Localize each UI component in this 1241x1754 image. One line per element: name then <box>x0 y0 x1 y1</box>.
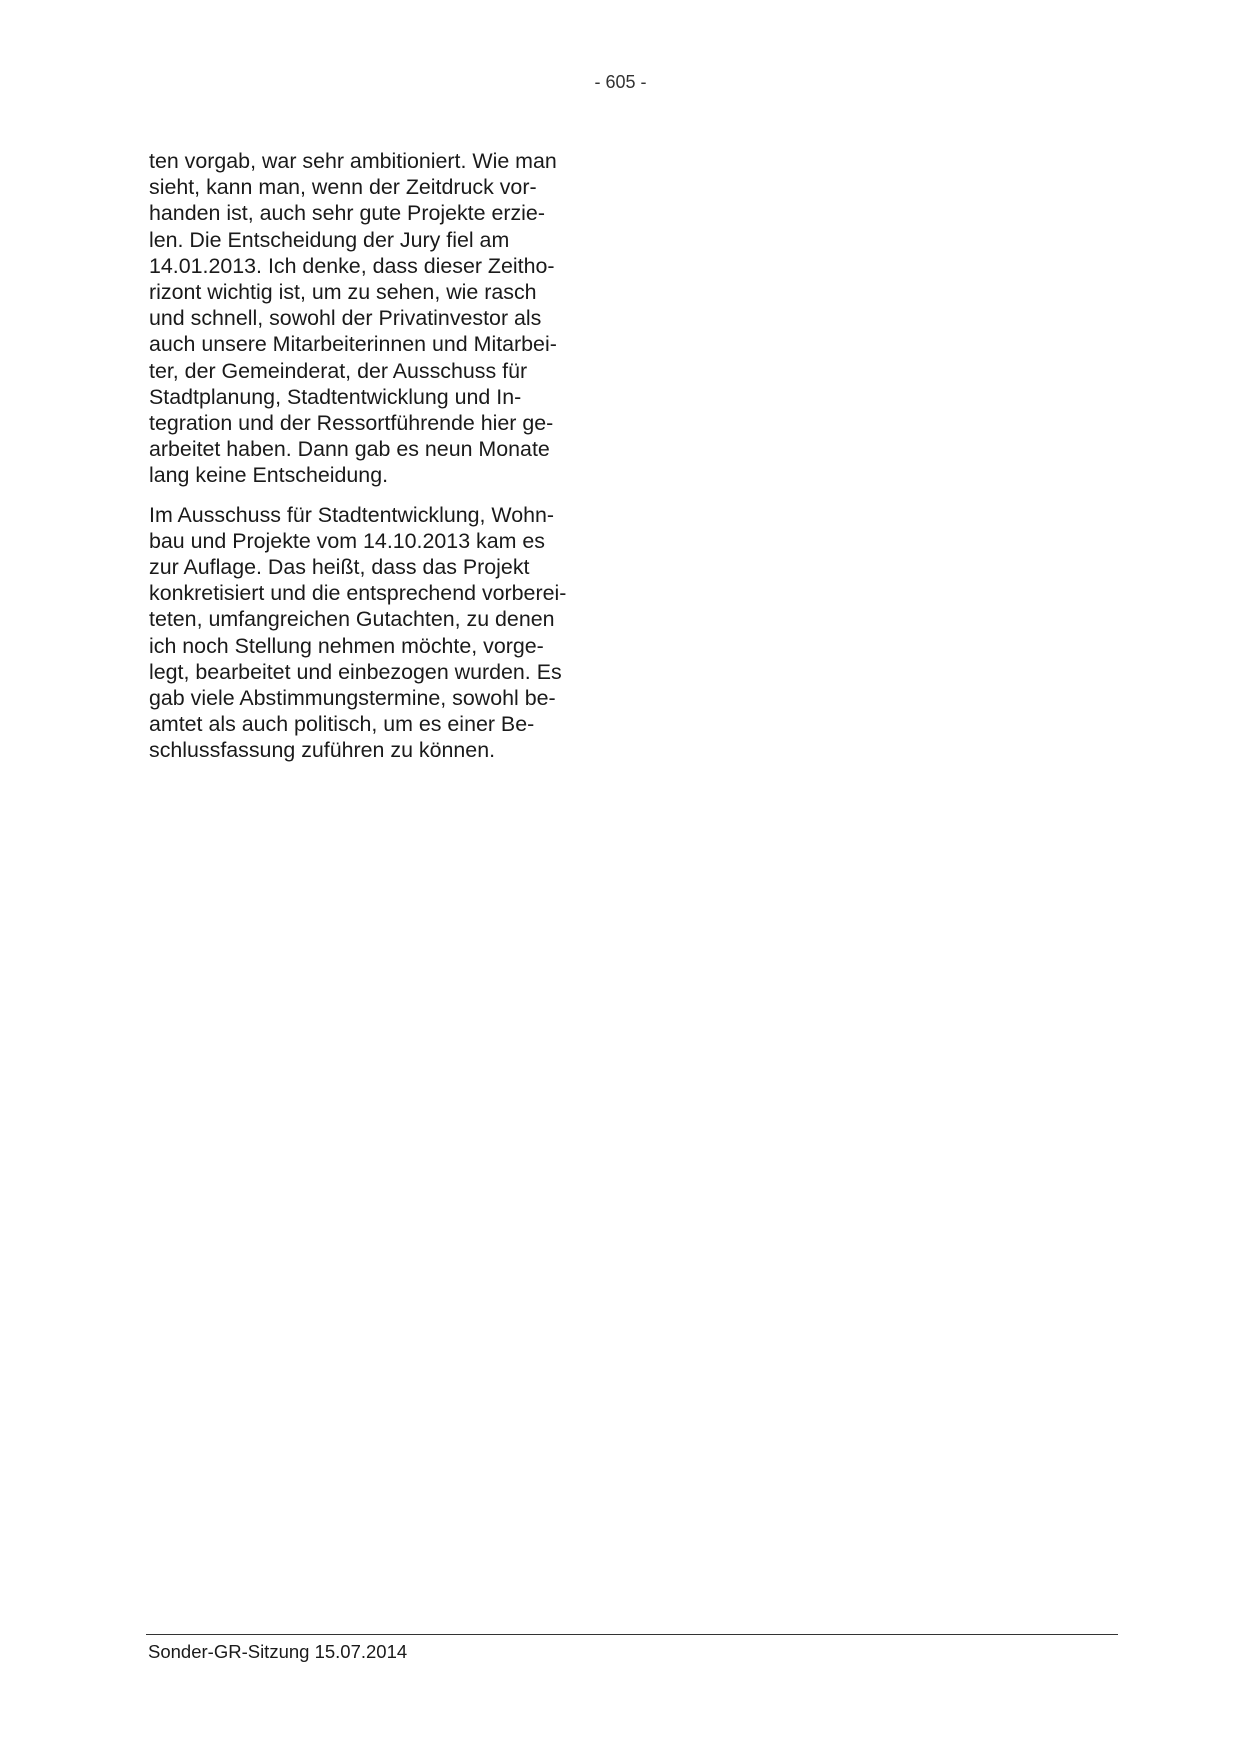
footer-session-label: Sonder-GR-Sitzung 15.07.2014 <box>148 1641 408 1662</box>
page-number: - 605 - <box>594 72 647 92</box>
left-paragraph-1: ten vorgab, war sehr ambitioniert. Wie man sieht, kann man, wenn der Zeitdruck vor- handen ist, auch sehr gute Projekte erzie- len. Die Entscheidung der Jury fiel am 14.01.2013. Ich denke, dass dieser Zeitho- rizont wichtig ist, um zu sehen, wie rasch und schnell, sowohl der Privatinvestor als auch unsere Mitarbeiterinnen und Mitarbei- ter, der Gemeinderat, der Ausschuss für Stadtplanung, Stadtentwicklung und In- tegration und der Ressortführende hier ge- arbeitet haben. Dann gab es neun Monate lang keine Entscheidung. <box>149 149 557 488</box>
right-text-column <box>668 148 1126 161</box>
left-paragraph-2: Im Ausschuss für Stadtentwicklung, Wohn- bau und Projekte vom 14.10.2013 kam es zur Auflage. Das heißt, dass das Projekt konkretisiert und die entsprechend vorberei- teten, umfangreichen Gutachten, zu denen ich noch Stellung nehmen möchte, vorge- legt, bearbeitet und einbezogen wurden. Es gab viele Abstimmungstermine, sowohl be- amtet als auch politisch, um es einer Be- schlussfassung zuführen zu können. <box>149 502 567 763</box>
footer-divider <box>146 1634 1118 1635</box>
left-text-column <box>149 148 607 777</box>
